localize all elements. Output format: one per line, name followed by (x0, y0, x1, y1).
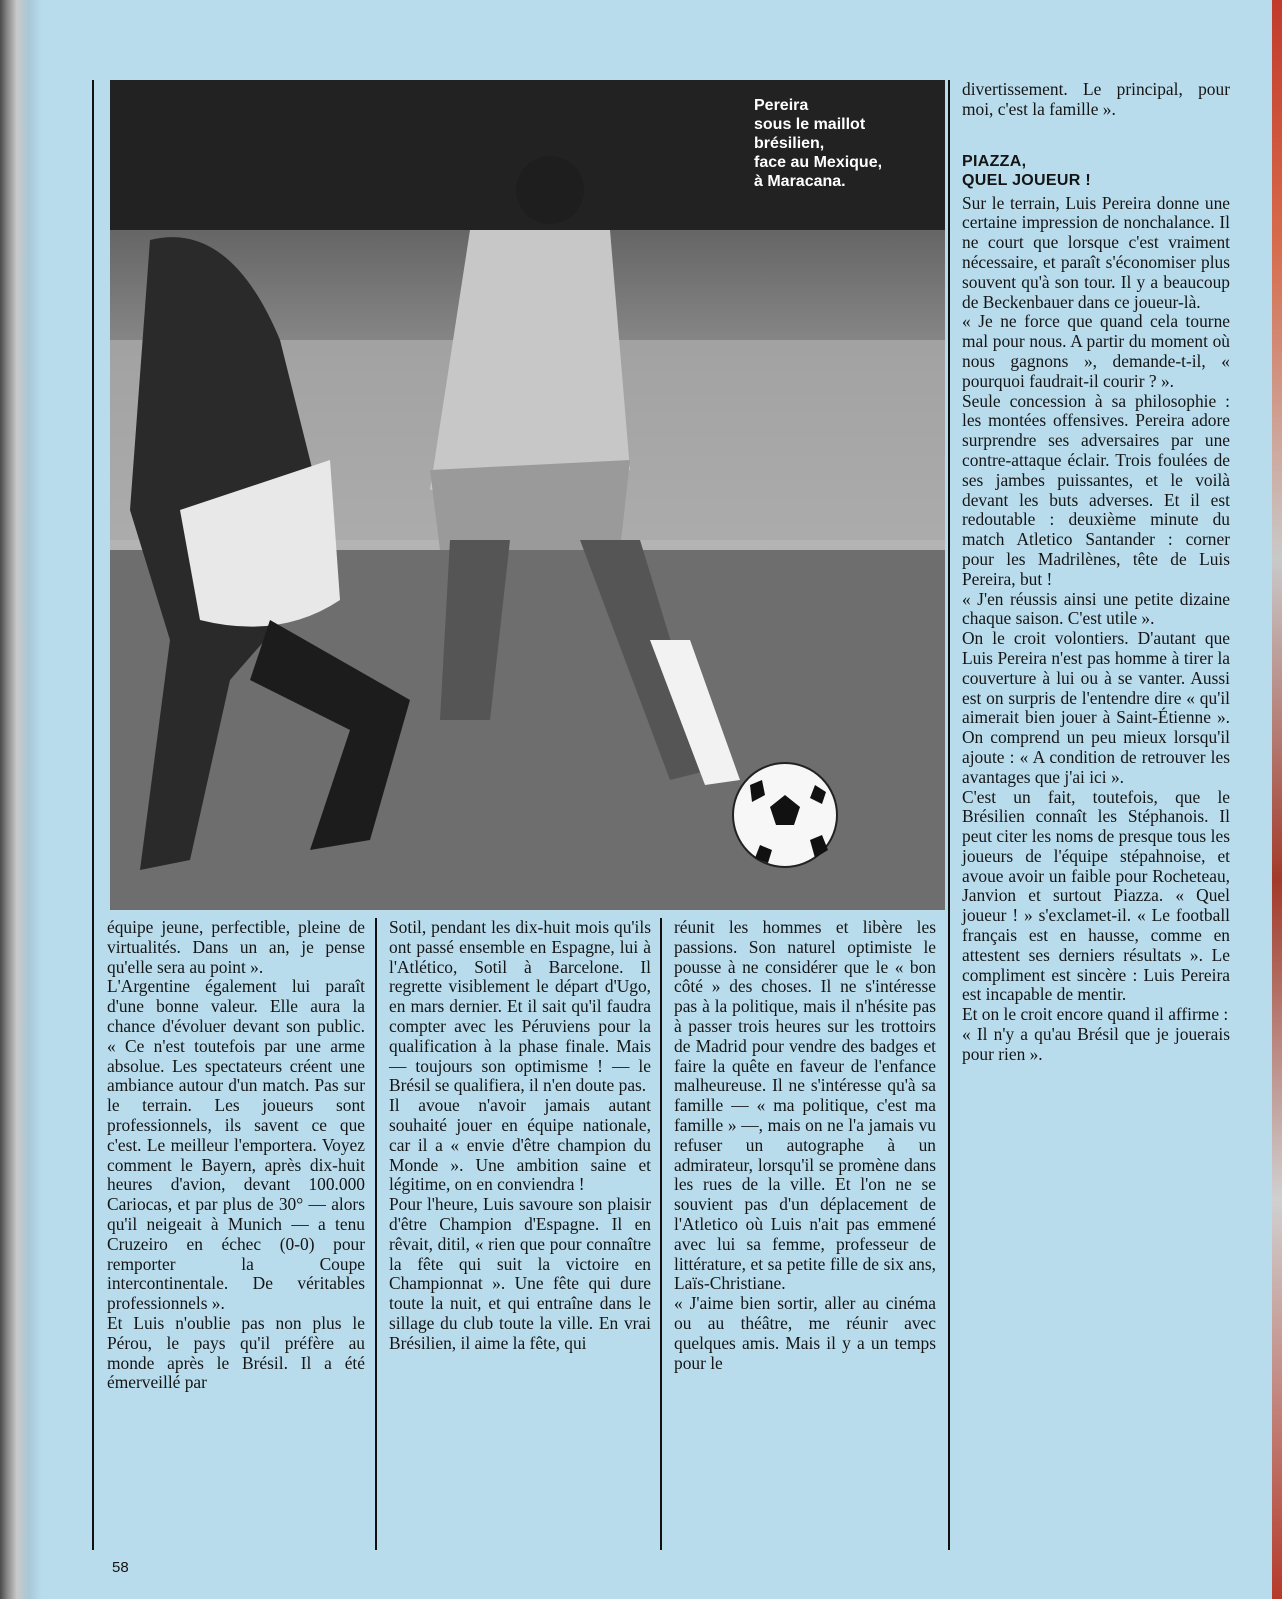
caption-line: à Maracana. (754, 173, 846, 190)
subheading-line: QUEL JOUEUR ! (962, 171, 1091, 189)
paragraph: Sotil, pendant les dix-huit mois qu'ils ont passé ensemble en Espagne, lui à l'Atlético, Sotil à Barcelone. Il regrette visiblement le départ d'Ugo, en mars dernier. Et il sait qu'il faudra compter avec les Péruviens pour la qualification à la phase finale. Mais — toujours son optimisme ! — le Brésil se qualifiera, il n'en doute pas. (389, 917, 651, 1096)
paragraph: L'Argentine également lui paraît d'une bonne valeur. Elle aura la chance d'évoluer devant son public. « Ce n'est toutefois par une arme absolue. Les spectateurs créent une ambiance autour d'un match. Pas sur le terrain. Les joueurs sont professionnels, ils savent ce que c'est. Le meilleur l'emportera. Voyez comment le Bayern, après dix-huit heures d'avion, devant 100.000 Cariocas, et par plus de 30° — alors qu'il neigeait à Munich — a tenu Cruzeiro en échec (0-0) pour remporter la Coupe intercontinentale. De véritables professionnels ». (107, 976, 365, 1314)
paragraph: Il avoue n'avoir jamais autant souhaité jouer en équipe nationale, car il a « envie d'être champion du Monde ». Une ambition saine et légitime, on en conviendra ! (389, 1095, 651, 1195)
caption-line: Pereira (754, 97, 809, 114)
caption-line: brésilien, (754, 135, 825, 152)
match-scene-illustration (110, 80, 945, 910)
paragraph: réunit les hommes et libère les passions. Son naturel optimiste le pousse à ne considérer que le « bon côté » des choses. Il ne s'intéresse pas à la politique, mais il n'hésite pas à passer trois heures sur les trottoirs de Madrid pour vendre des badges et faire la quête en faveur de l'enfance malheureuse. Il ne s'intéresse qu'à sa famille — « ma politique, c'est ma famille » —, mais on ne l'a jamais vu refuser un autographe à un admirateur, lorsqu'il se promène dans les rues de la ville. Et l'on ne se souvient pas d'un déplacement de l'Atletico où Luis n'ait pas emmené avec lui sa femme, professeur de littérature, et sa petite fille de six ans, Laïs-Christiane. (674, 917, 936, 1294)
article-column-4 (962, 80, 1230, 1065)
column-rule (948, 80, 950, 1550)
article-column-3 (674, 918, 936, 1373)
paragraph: « Je ne force que quand cela tourne mal pour nous. A partir du moment où nous gagnons », demande-t-il, « pourquoi faudrait-il courir ? ». (962, 311, 1230, 391)
article-column-2 (389, 918, 651, 1354)
paragraph: Et on le croit encore quand il affirme : (962, 1004, 1229, 1025)
subheading-line: PIAZZA, (962, 152, 1027, 170)
section-subheading (962, 152, 1230, 190)
paragraph: Pour l'heure, Luis savoure son plaisir d'être Champion d'Espagne. Il en rêvait, ditil, « rien que pour connaître la fête qui suit la victoire en Championnat ». Une fête qui dure toute la nuit, et qui entraîne dans le sillage du club toute la ville. En vrai Brésilien, il aime la fête, qui (389, 1194, 651, 1353)
football-photo (110, 80, 945, 910)
paragraph: « J'aime bien sortir, aller au cinéma ou au théâtre, me réunir avec quelques amis. Mais il y a un temps pour le (674, 1293, 936, 1373)
photo-caption (754, 96, 945, 191)
paragraph: C'est un fait, toutefois, que le Brésilien connaît les Stéphanois. Il peut citer les noms de presque tous les joueurs de l'équipe stépahnoise, et avoue avoir un faible pour Rocheteau, Janvion et surtout Piazza. « Quel joueur ! » s'exclamet-il. « Le football français est en hausse, comme en attestent ses derniers résultats ». Le compliment est sincère : Luis Pereira est incapable de mentir. (962, 786, 1230, 1005)
caption-line: face au Mexique, (754, 154, 883, 171)
paragraph: « J'en réussis ainsi une petite dizaine chaque saison. C'est utile ». (962, 588, 1230, 629)
paragraph: Seule concession à sa philosophie : les montées offensives. Pereira adore surprendre ses adversaires par une contre-attaque éclair. Trois foulées de ses jambes puissantes, et le voilà devant les buts adverses. Et il est redoutable : deuxième minute du match Atletico Santander : corner pour les Madrilènes, tête de Luis Pereira, but ! (962, 390, 1230, 589)
paragraph: divertissement. Le principal, pour moi, c'est la famille ». (962, 79, 1230, 119)
paragraph: Et Luis n'oublie pas non plus le Pérou, le pays qu'il préfère au monde après le Brésil. Il a été émerveillé par (107, 1312, 365, 1393)
column-rule (375, 918, 377, 1550)
next-page-edge (1272, 0, 1282, 1599)
caption-line: sous le maillot (754, 116, 866, 133)
paragraph: « Il n'y a qu'au Brésil que je jouerais pour rien ». (962, 1024, 1230, 1064)
paragraph: équipe jeune, perfectible, pleine de virtualités. Dans un an, je pense qu'elle sera au point ». (107, 917, 365, 977)
column-rule (92, 80, 94, 1550)
magazine-spine (0, 0, 42, 1599)
article-column-1 (107, 918, 365, 1393)
paragraph: Sur le terrain, Luis Pereira donne une certaine impression de nonchalance. Il ne court que lorsque c'est vraiment nécessaire, et paraît s'économiser plus souvent qu'à son tour. Il y a beaucoup de Beckenbauer dans ce joueur-là. (962, 192, 1230, 312)
paragraph: On le croit volontiers. D'autant que Luis Pereira n'est pas homme à tirer la couverture à lui ou à se vanter. Aussi est on surpris de l'entendre dire « qu'il aimerait bien jouer à Saint-Étienne ». On comprend un peu mieux lorsqu'il ajoute : « A condition de retrouver les avantages que j'ai ici ». (962, 628, 1230, 787)
column-rule (660, 918, 662, 1550)
page-number: 58 (112, 1559, 129, 1576)
